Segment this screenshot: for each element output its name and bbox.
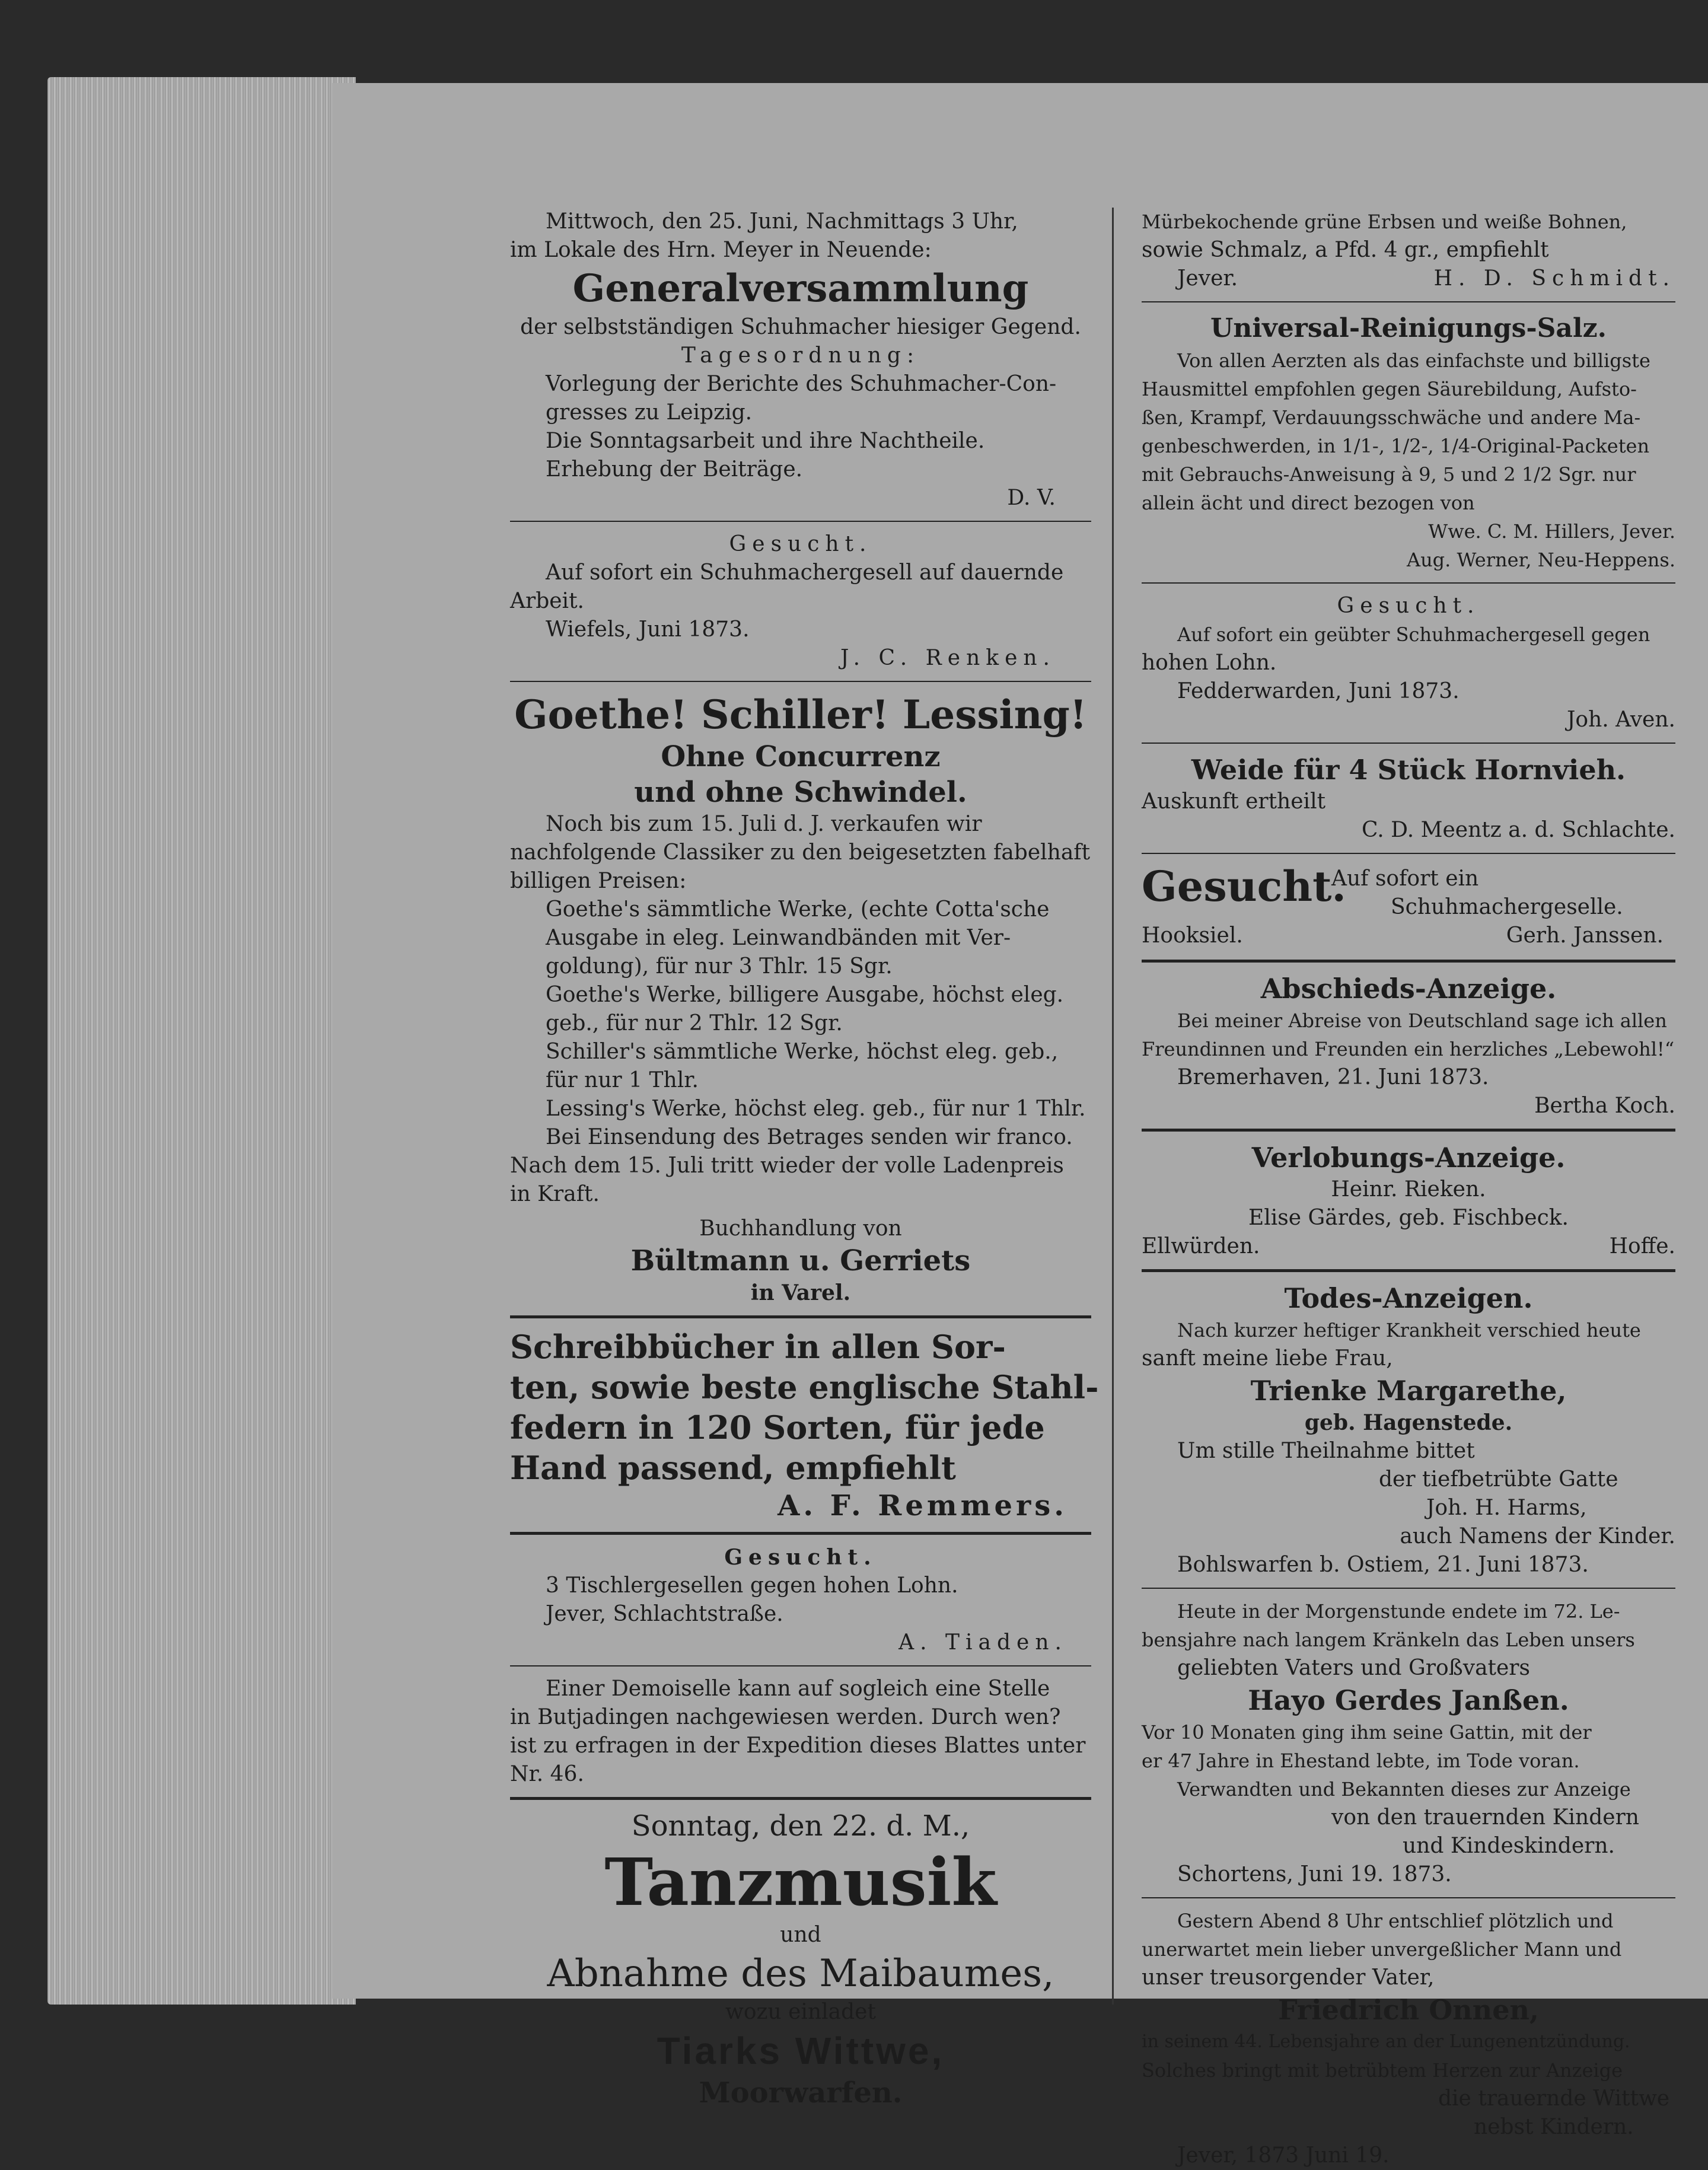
text-line: und Kindeskindern. <box>1403 1834 1615 1858</box>
signature: Bertha Koch. <box>1534 1094 1675 1118</box>
text-line: unser treusorgender Vater, <box>1142 1965 1435 1990</box>
divider <box>510 521 1091 522</box>
deceased-name: Hayo Gerdes Janßen. <box>1248 1684 1569 1716</box>
text-line: goldung), für nur 3 Thlr. 15 Sgr. <box>546 954 893 979</box>
signature: A. Tiaden. <box>898 1630 1068 1655</box>
divider <box>510 1665 1091 1666</box>
peas-ad <box>1142 208 1675 293</box>
place: Hooksiel. <box>1142 923 1243 948</box>
signature: J. C. Renken. <box>840 646 1056 670</box>
text-line: Nach kurzer heftiger Krankheit verschied heute <box>1177 1319 1641 1341</box>
deceased-name: Friedrich Onnen, <box>1278 1994 1539 2026</box>
divider <box>1142 1129 1675 1132</box>
ad-title: Verlobungs-Anzeige. <box>1251 1142 1566 1174</box>
text-line: 3 Tischlergesellen gegen hohen Lohn. <box>546 1573 958 1598</box>
ad-heading: Gesucht. <box>1142 862 1346 911</box>
text-line: sanft meine liebe Frau, <box>1142 1346 1393 1371</box>
divider <box>1142 743 1675 744</box>
death-notice-2 <box>1142 1597 1675 1889</box>
column-divider <box>1112 208 1114 2005</box>
text-line: im Lokale des Hrn. Meyer in Neuende: <box>510 238 932 262</box>
ad-title: Todes-Anzeigen. <box>1284 1282 1533 1314</box>
text-line: Jever, 1873 Juni 19. <box>1177 2143 1390 2168</box>
text-line: Bohlswarfen b. Ostiem, 21. Juni 1873. <box>1177 1553 1589 1577</box>
vendor: Wwe. C. M. Hillers, Jever. <box>1428 520 1675 543</box>
divider <box>510 681 1091 682</box>
wanted-ad-4 <box>1142 862 1675 951</box>
text-line: hohen Lohn. <box>1142 651 1277 675</box>
ad-heading: Gesucht. <box>1337 594 1480 618</box>
right-column <box>1142 208 1675 2170</box>
text-line: wozu einladet <box>725 2000 876 2024</box>
demoiselle-ad <box>510 1675 1091 1789</box>
text-line: in seinem 44. Lebensjahre an der Lungenentzündung. <box>1142 2031 1630 2052</box>
text-line: Heinr. Rieken. <box>1331 1177 1486 1202</box>
text-line: in Butjadingen nachgewiesen werden. Durch wen? <box>510 1705 1061 1729</box>
vendor: Aug. Werner, Neu-Heppens. <box>1406 549 1675 571</box>
divider <box>510 1315 1091 1318</box>
wanted-ad-1 <box>510 530 1091 673</box>
place: Hoffe. <box>1609 1234 1675 1258</box>
signature: Gerh. Janssen. <box>1506 923 1664 948</box>
book-page-edges <box>47 77 356 2005</box>
text-line: Goethe's sämmtliche Werke, (echte Cotta'sche <box>546 897 1050 922</box>
text-line: der selbstständigen Schuhmacher hiesiger Gegend. <box>520 315 1081 339</box>
text-line: Um stille Theilnahme bittet <box>1177 1439 1475 1463</box>
text-line: in Varel. <box>750 1280 851 1305</box>
ad-heading: Gesucht. <box>724 1545 877 1570</box>
text-line: allein ächt und direct bezogen von <box>1142 492 1475 514</box>
signature: H. D. Schmidt. <box>1433 266 1675 291</box>
divider <box>1142 301 1675 302</box>
text-line: von den trauernden Kindern <box>1331 1805 1639 1830</box>
divider <box>510 1797 1091 1800</box>
ad-title: Goethe! Schiller! Lessing! <box>514 692 1087 738</box>
text-line: Heute in der Morgenstunde endete im 72. Le- <box>1177 1600 1620 1623</box>
seller-name: Bültmann u. Gerriets <box>630 1244 971 1277</box>
books-ad <box>510 1327 1099 1524</box>
text-line: Gestern Abend 8 Uhr entschlief plötzlich und <box>1177 1910 1614 1932</box>
text-line: Noch bis zum 15. Juli d. J. verkaufen wir <box>546 812 982 836</box>
text-line: Elise Gärdes, geb. Fischbeck. <box>1248 1206 1569 1230</box>
text-line: ist zu erfragen in der Expedition dieses Blattes unter <box>510 1734 1086 1758</box>
text-line: er 47 Jahre in Ehestand lebte, im Tode voran. <box>1142 1750 1580 1772</box>
text-line: auch Namens der Kinder. <box>1400 1524 1675 1548</box>
divider <box>1142 1588 1675 1589</box>
text-line: Nach dem 15. Juli tritt wieder der volle Ladenpreis <box>510 1153 1064 1178</box>
signature: C. D. Meentz a. d. Schlachte. <box>1362 818 1675 842</box>
text-line: die trauernde Wittwe <box>1438 2086 1670 2111</box>
text-line: sowie Schmalz, a Pfd. 4 gr., empfiehlt <box>1142 238 1549 262</box>
left-column <box>510 208 1099 2111</box>
signature: A. F. Remmers. <box>777 1489 1068 1522</box>
text-line: Mürbekochende grüne Erbsen und weiße Bohnen, <box>1142 211 1627 233</box>
text-line: geb. Hagenstede. <box>1304 1410 1513 1435</box>
ad-subtitle: Ohne Concurrenz <box>661 740 941 773</box>
farewell-ad <box>1142 971 1675 1120</box>
divider <box>1142 960 1675 963</box>
text-line: Wiefels, Juni 1873. <box>546 617 750 642</box>
salt-ad <box>1142 311 1675 574</box>
text-line: billigen Preisen: <box>510 869 687 893</box>
divider <box>1142 1269 1675 1272</box>
host-name: Tiarks Wittwe, <box>657 2029 945 2072</box>
text-line: Schiller's sämmtliche Werke, höchst eleg. geb., <box>546 1040 1059 1064</box>
text-line: Arbeit. <box>510 589 584 613</box>
signature: D. V. <box>1007 486 1056 510</box>
text-line: geb., für nur 2 Thlr. 12 Sgr. <box>546 1011 843 1035</box>
text-line: Die Sonntagsarbeit und ihre Nachtheile. <box>546 429 985 453</box>
text-line: Vor 10 Monaten ging ihm seine Gattin, mit der <box>1142 1721 1592 1744</box>
ad-line: federn in 120 Sorten, für jede <box>510 1409 1045 1446</box>
text-line: ßen, Krampf, Verdauungsschwäche und andere Ma- <box>1142 406 1641 429</box>
text-line: Einer Demoiselle kann auf sogleich eine Stelle <box>546 1677 1050 1701</box>
text-line: Hausmittel empfohlen gegen Säurebildung, Aufsto- <box>1142 378 1637 400</box>
text-line: nebst Kindern. <box>1474 2115 1634 2139</box>
death-notice-1 <box>1142 1280 1675 1579</box>
classics-ad <box>510 690 1091 1307</box>
text-line: der tiefbetrübte Gatte <box>1379 1467 1618 1492</box>
ad-title: Abschieds-Anzeige. <box>1260 973 1557 1005</box>
ad-line: ten, sowie beste englische Stahl- <box>510 1368 1099 1406</box>
text-line: Auskunft ertheilt <box>1142 789 1326 814</box>
signature: Joh. Aven. <box>1567 708 1675 732</box>
text-line: mit Gebrauchs-Anweisung à 9, 5 und 2 1/2 Sgr. nur <box>1142 463 1636 486</box>
text-line: Schuhmachergeselle. <box>1391 895 1623 919</box>
text-line: Schortens, Juni 19. 1873. <box>1177 1862 1452 1887</box>
text-line: Freundinnen und Freunden ein herzliches „Lebewohl!“ <box>1142 1038 1675 1060</box>
text-line: Ausgabe in eleg. Leinwandbänden mit Ver- <box>546 926 1011 950</box>
text-line: Erhebung der Beiträge. <box>546 457 803 482</box>
text-line: Verwandten und Bekannten dieses zur Anzeige <box>1177 1778 1631 1801</box>
text-line: bensjahre nach langem Kränkeln das Leben unsers <box>1142 1629 1635 1651</box>
place-name: Moorwarfen. <box>699 2076 903 2110</box>
ad-line: Sonntag, den 22. d. M., <box>631 1809 970 1843</box>
divider <box>1142 582 1675 584</box>
divider <box>510 1532 1091 1535</box>
ad-line: Schreibbücher in allen Sor- <box>510 1328 1006 1366</box>
text-line: Auf sofort ein geübter Schuhmachergesell gegen <box>1177 623 1650 646</box>
text-line: Tagesordnung: <box>681 343 920 368</box>
text-line: Auf sofort ein Schuhmachergesell auf dauernde <box>546 560 1064 585</box>
death-notice-3 <box>1142 1907 1675 2170</box>
text-line: Auf sofort ein <box>1331 866 1479 891</box>
text-line: Goethe's Werke, billigere Ausgabe, höchst eleg. <box>546 983 1064 1007</box>
engagement-ad <box>1142 1140 1675 1261</box>
divider <box>1142 1897 1675 1898</box>
place: Ellwürden. <box>1142 1234 1260 1258</box>
text-line: Bei meiner Abreise von Deutschland sage ich allen <box>1177 1009 1667 1032</box>
meeting-ad <box>510 208 1091 512</box>
wanted-ad-2 <box>510 1543 1091 1657</box>
dance-ad <box>510 1808 1091 2111</box>
ad-title: Universal-Reinigungs-Salz. <box>1210 313 1607 343</box>
text-line: für nur 1 Thlr. <box>546 1068 699 1092</box>
text-line: Bei Einsendung des Betrages senden wir franco. <box>546 1125 1073 1149</box>
text-line: und <box>780 1923 821 1947</box>
text-line: Joh. H. Harms, <box>1426 1496 1587 1520</box>
text-line: Jever, Schlachtstraße. <box>546 1602 783 1626</box>
text-line: Von allen Aerzten als das einfachste und billigste <box>1177 349 1650 372</box>
text-line: Lessing's Werke, höchst eleg. geb., für nur 1 Thlr. <box>546 1097 1086 1121</box>
text-line: geliebten Vaters und Großvaters <box>1177 1656 1530 1680</box>
text-line: Bremerhaven, 21. Juni 1873. <box>1177 1065 1489 1089</box>
text-line: nachfolgende Classiker zu den beigesetzten fabelhaft <box>510 840 1091 865</box>
ad-title: Tanzmusik <box>604 1844 997 1920</box>
text-line: in Kraft. <box>510 1182 600 1206</box>
divider <box>1142 853 1675 854</box>
text-line: Nr. 46. <box>510 1762 584 1786</box>
ad-subtitle: Abnahme des Maibaumes, <box>547 1952 1054 1996</box>
text-line: Mittwoch, den 25. Juni, Nachmittags 3 Uhr, <box>546 209 1018 234</box>
text-line: unerwartet mein lieber unvergeßlicher Mann und <box>1142 1938 1622 1961</box>
ad-heading: Gesucht. <box>729 532 872 556</box>
ad-line: Hand passend, empfiehlt <box>510 1449 956 1487</box>
text-line: Vorlegung der Berichte des Schuhmacher-Con- <box>546 372 1057 396</box>
text-line: Buchhandlung von <box>699 1216 902 1241</box>
text-line: gresses zu Leipzig. <box>546 400 753 425</box>
text-line: Fedderwarden, Juni 1873. <box>1177 679 1460 703</box>
deceased-name: Trienke Margarethe, <box>1250 1375 1567 1407</box>
pasture-ad <box>1142 752 1675 845</box>
wanted-ad-3 <box>1142 592 1675 734</box>
place: Jever. <box>1177 266 1238 291</box>
text-line: genbeschwerden, in 1/1-, 1/2-, 1/4-Original-Packeten <box>1142 435 1650 457</box>
text-line: Solches bringt mit betrübtem Herzen zur Anzeige <box>1142 2059 1623 2082</box>
ad-title: Generalversammlung <box>572 266 1029 311</box>
ad-title: Weide für 4 Stück Hornvieh. <box>1191 754 1626 786</box>
ad-subtitle: und ohne Schwindel. <box>634 776 967 809</box>
